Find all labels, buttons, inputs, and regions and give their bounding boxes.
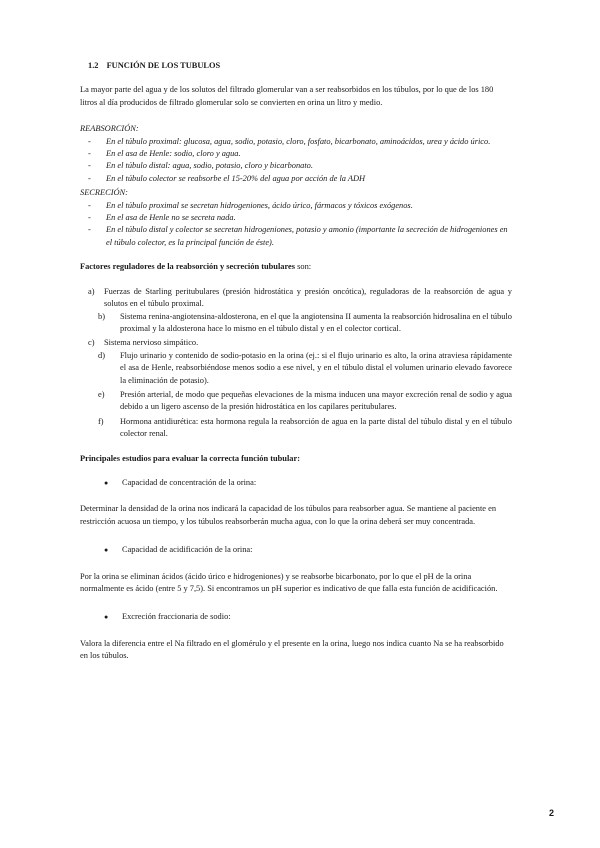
estudio-paragraph: Determinar la densidad de la orina nos indicará la capacidad de los túbulos para reabsorber agua. Se mantiene al paciente en restricción acuosa un tiempo, y los túbulos reabsorberán mucha agua, con lo que la orina deberá ser muy concentrada. [80,504,497,526]
page-content [80,60,512,679]
bullet-icon: ● [104,546,109,555]
factores-heading: Factores reguladores de la reabsorción y secreción tubulares son: [80,262,312,272]
bullet-icon: ● [104,613,109,622]
estudio-paragraph: Por la orina se eliminan ácidos (ácido úrico e hidrogeniones) y se reabsorbe bicarbonato, por lo que el pH de la orina normalmente es ácido (entre 5 y 7,5). Si encontramos un pH superior es indicativo de que falla esta función de acidificación. [80,571,498,593]
dash-marker: - [88,200,91,210]
factor-e: e) Presión arterial, de modo que pequeñas elevaciones de la misma inducen una mayor excreción renal de sodio y agua debido a un ligero ascenso de la presión hidrostática en los capilares peritubulares. [98,389,512,412]
secrecion-block [80,187,512,249]
reabsorcion-title: REABSORCIÓN: [80,124,139,134]
dash-marker: - [88,136,91,146]
dash-marker: - [88,173,91,183]
list-item: - En el túbulo proximal se secretan hidrogeniones, ácido úrico, fármacos y tóxicos exógenos. [80,200,512,212]
list-item: - En el asa de Henle: sodio, cloro y agua. [80,148,512,160]
factor-f: f) Hormona antidiurética: esta hormona regula la reabsorción de agua en la parte distal del túbulo distal y en el túbulo colector renal. [98,416,512,439]
factor-a: a) Fuerzas de Starling peritubulares (presión hidrostática y presión oncótica), reguladoras de la reabsorción de agua y solutos en el túbulo proximal. b) Sistema renina-angiotensina-aldosterona, en el que la angiotensina II aumenta la reabsorción hidrosalina en el túbulo proximal y la aldosterona hace lo mismo en el túbulo distal y en el colector cortical. [80,286,512,336]
dash-marker: - [88,213,91,223]
list-item: - En el túbulo proximal: glucosa, agua, sodio, potasio, cloro, fosfato, bicarbonato, aminoácidos, urea y ácido úrico. [80,136,512,148]
section-title: FUNCIÓN DE LOS TUBULOS [106,61,221,70]
section-number: 1.2 [88,61,99,70]
section-heading [88,60,512,72]
factor-b: b) Sistema renina-angiotensina-aldosterona, en el que la angiotensina II aumenta la reabsorción hidrosalina en el túbulo proximal y la aldosterona hace lo mismo en el túbulo distal y en el colector cortical. [98,311,512,333]
estudios-heading: Principales estudios para evaluar la correcta función tubular: [80,453,300,463]
list-item: - En el túbulo distal y colector se secretan hidrogeniones, potasio y amonio (importante la secreción de hidrogeniones en el túbulo colector, es la principal función de éste). [88,225,508,247]
list-item: - En el túbulo colector se reabsorbe el 15-20% del agua por acción de la ADH [80,173,512,185]
intro-paragraph: La mayor parte del agua y de los solutos del filtrado glomerular van a ser reabsorbidos en los túbulos, por lo que de los 180 litros al día producidos de filtrado glomerular solo se convierten en orina un litro y medio. [80,85,494,107]
reabsorcion-list [80,136,512,186]
dash-marker: - [88,225,91,235]
secrecion-list [80,200,512,250]
factor-sub-list [98,350,512,441]
estudio-paragraph: Valora la diferencia entre el Na filtrado en el glomérulo y el presente en la orina, luego nos indica cuanto Na se ha reabsorbido en los túbulos. [80,638,504,661]
factor-sub-list [98,311,512,336]
factor-c: c) Sistema nervioso simpático. d) Flujo urinario y contenido de sodio-potasio en la orina (ej.: si el flujo urinario es alto, la orina atraviesa rápidamente el asa de Henle, reabsorbiéndose menos sodio a ese nivel, y en el túbulo distal el volumen urinario elevado favorece la eliminación de potasio). e) Presión arterial, de modo que pequeñas elevaciones de la misma inducen una mayor excreción renal de sodio y agua debido a un ligero ascenso de la presión hidrostática en los capilares peritubulares. f) Hormona antidiurética: esta hormona regula la reabsorción de agua en la parte distal del túbulo distal y en el túbulo colector renal. [80,337,512,440]
estudio-bullet: ● Excreción fraccionaria de sodio: [80,611,512,623]
estudio-bullet: ● Capacidad de acidificación de la orina: [80,544,512,556]
list-item: - En el asa de Henle no se secreta nada. [80,212,512,224]
page-number: 2 [548,808,554,818]
reabsorcion-block [80,123,512,185]
list-item: - En el túbulo distal: agua, sodio, potasio, cloro y bicarbonato. [80,160,512,172]
dash-marker: - [88,161,91,171]
estudio-bullet: ● Capacidad de concentración de la orina: [80,477,512,489]
secrecion-title: SECRECIÓN: [80,188,128,198]
dash-marker: - [88,149,91,159]
bullet-icon: ● [104,478,109,487]
factores-list [80,286,512,441]
factor-d: d) Flujo urinario y contenido de sodio-potasio en la orina (ej.: si el flujo urinario es alto, la orina atraviesa rápidamente el asa de Henle, reabsorbiéndose menos sodio a ese nivel, y en el túbulo distal el volumen urinario elevado favorece la eliminación de potasio). [98,350,512,385]
